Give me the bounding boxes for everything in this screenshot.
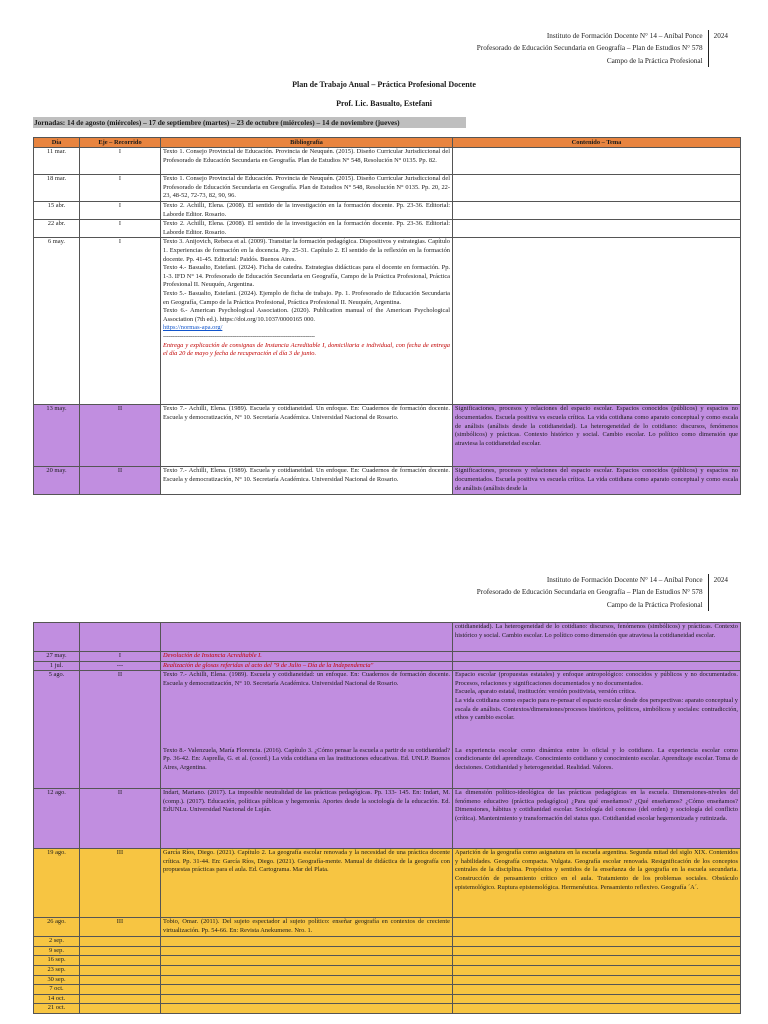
row-content bbox=[453, 965, 741, 975]
page-gap bbox=[0, 548, 768, 568]
col-header-day: Día bbox=[34, 138, 80, 148]
row-bibliography bbox=[161, 994, 453, 1004]
row-content: cotidianeidad). La heterogeneidad de lo cotidiano: discursos, fenómenos (simbólicos) y prácticas. Contexto histórico y social. Cambio escolar. Lo político como dimensión que atraviesa la cotidianeidad escolar. bbox=[453, 623, 741, 652]
row-content bbox=[453, 946, 741, 956]
row-content bbox=[453, 994, 741, 1004]
table-row bbox=[34, 652, 741, 662]
row-bibliography bbox=[161, 946, 453, 956]
program-name: Profesorado de Educación Secundaria en Geografía – Plan de Estudios N° 578 bbox=[476, 588, 703, 597]
row-day: 5 ago. bbox=[34, 671, 80, 789]
table-row bbox=[34, 405, 741, 467]
row-bibliography: Indart, Mariano. (2017). La imposible neutralidad de las prácticas pedagógicas. Pp. 133- 145. En: Indart, M. (comp.). (2017). Educación, políticas públicas y hegemonía. Aportes desde la sociología de la educación. Ed. EdUNLu. Universidad Nacional de Luján. bbox=[161, 789, 453, 849]
col-header-bibliography: Bibliografía bbox=[161, 138, 453, 148]
row-day: 30 sep. bbox=[34, 975, 80, 985]
row-eje: I bbox=[80, 652, 161, 662]
row-bibliography bbox=[161, 985, 453, 995]
row-day: 15 abr. bbox=[34, 202, 80, 220]
page-header bbox=[477, 30, 728, 67]
bib-entry: Texto 3. Anijovich, Rebeca et al. (2009). Transitar la formación pedagógica. Dispositivos y estrategias. Capítulo 1. Experiencias de formación en la docencia. Pp. 25-31. Capítulo 2. El sentido de la reflexión en la formación docente. Pp. 41-45. Editorial: Paidós. Buenos Aires. bbox=[163, 238, 450, 263]
row-eje: --- bbox=[80, 661, 161, 671]
table-row bbox=[34, 1004, 741, 1014]
row-content bbox=[453, 1004, 741, 1014]
table-row bbox=[34, 238, 741, 405]
row-bibliography: Realización de glosas referidas al acto del "9 de Julio – Día de la Independencia" bbox=[161, 661, 453, 671]
field-name: Campo de la Práctica Profesional bbox=[606, 56, 703, 65]
row-bibliography bbox=[161, 937, 453, 947]
institute-name: Instituto de Formación Docente N° 14 – Aníbal Ponce bbox=[546, 32, 703, 40]
header-year: 2024 bbox=[713, 32, 728, 40]
row-bibliography: Texto 7.- Achilli, Elena. (1989). Escuela y cotidianeidad: un enfoque. En: Cuadernos de formación docente. Escuela y democratización, N° 10. Secretaría Académica. Universidad Nacional de Rosario. bbox=[161, 671, 453, 747]
row-day: 7 oct. bbox=[34, 985, 80, 995]
row-content bbox=[453, 956, 741, 966]
table-row bbox=[34, 994, 741, 1004]
row-content bbox=[453, 202, 741, 220]
row-bibliography bbox=[161, 975, 453, 985]
row-content bbox=[453, 985, 741, 995]
row-day: 19 ago. bbox=[34, 849, 80, 918]
row-eje bbox=[80, 985, 161, 995]
row-eje: II bbox=[80, 789, 161, 849]
row-day: 21 oct. bbox=[34, 1004, 80, 1014]
row-bibliography: Texto 1. Consejo Provincial de Educación. Provincia de Neuquén. (2015). Diseño Curricular Jurisdiccional del Profesorado de Educación Secundaria en Geografía. Plan de Estudios N° 548, Resolución N° 0135. Pp. 82. bbox=[161, 148, 453, 175]
row-bibliography: Texto 1. Consejo Provincial de Educación. Provincia de Neuquén. (2015). Diseño Curricular Jurisdiccional del Profesorado de Educación Secundaria en Geografía. Plan de Estudios N° 548, Resolución N° 0135. Pp. 20, 22-23, 48-52, 72-73, 82, 90, 96. bbox=[161, 175, 453, 202]
row-day: 12 ago. bbox=[34, 789, 80, 849]
row-bibliography: Texto 7.- Achilli, Elena. (1989). Escuela y cotidianeidad. Un enfoque. En: Cuadernos de formación docente. Escuela y democratización, N° 10. Secretaría Académica. Universidad Nacional de Rosario. bbox=[161, 405, 453, 467]
row-content bbox=[453, 661, 741, 671]
row-bibliography: Devolución de Instancia Acreditable I. bbox=[161, 652, 453, 662]
row-bibliography: García Ríos, Diego. (2021). Capítulo 2. La geografía escolar renovada y la necesidad de una práctica docente crítica. Pp. 31-44. En: García Ríos, Diego. (2021). Geografía-mente. Manual de didáctica de la geografía con propuestas prácticas para el aula. Ed. Cartograma. Mar del Plata. bbox=[161, 849, 453, 918]
row-content: Significaciones, procesos y relaciones del espacio escolar. Espacios conocidos (públicos) y espacios no documentados. Escuela positiva vs escuela crítica. La vida cotidiana como aparato conceptual y como escala de análisis (análisis desde la cotidianeidad). La heterogeneidad de lo cotidiano: discursos, fenómenos (simbólicos) y prácticas. Contexto histórico y social. Cambio escolar. Lo político como dimensión que atraviesa la cotidianeidad escolar. bbox=[453, 405, 741, 467]
table-row bbox=[34, 220, 741, 238]
bib-entry: Texto 6.- American Psychological Association. (2020). Publication manual of the American Psychological Association (7th ed.). https://doi.org/10.1037/0000165 000. bbox=[163, 307, 450, 323]
row-day: 27 may. bbox=[34, 652, 80, 662]
table-row bbox=[34, 671, 741, 747]
separator-dashes: ----------------------------------------------------------------------------------- bbox=[163, 332, 315, 340]
row-eje bbox=[80, 975, 161, 985]
row-eje bbox=[80, 1004, 161, 1014]
row-day: 20 may. bbox=[34, 467, 80, 495]
plan-table-page-2 bbox=[33, 622, 741, 1014]
row-content: La experiencia escolar como dinámica entre lo oficial y lo cotidiano. La experiencia escolar como condicionante del aprendizaje. Conocimiento cotidiano y conocimiento escolar. Aprendizaje escolar. Toma de decisiones. Cotidianidad y heterogeneidad. Realidad. Valores. bbox=[453, 747, 741, 789]
row-eje bbox=[80, 937, 161, 947]
row-eje bbox=[80, 623, 161, 652]
row-content: Significaciones, procesos y relaciones del espacio escolar. Espacios conocidos (públicos) y espacios no documentados. Escuela positiva vs escuela crítica. La vida cotidiana como aparato conceptual y como escala de análisis (análisis desde la bbox=[453, 467, 741, 495]
col-header-content: Contenido – Tema bbox=[453, 138, 741, 148]
program-name: Profesorado de Educación Secundaria en Geografía – Plan de Estudios N° 578 bbox=[476, 44, 703, 53]
row-content bbox=[453, 220, 741, 238]
row-content bbox=[453, 238, 741, 405]
table-row bbox=[34, 975, 741, 985]
row-eje bbox=[80, 994, 161, 1004]
table-row bbox=[34, 918, 741, 937]
field-name: Campo de la Práctica Profesional bbox=[606, 600, 703, 609]
institute-name: Instituto de Formación Docente N° 14 – Aníbal Ponce bbox=[546, 576, 703, 584]
row-content: La dimensión político-ideológica de las prácticas pedagógicas en la escuela. Dimensiones-niveles del fenómeno educativo (práctica pedagógica) ¿Para qué enseñamos? ¿Qué enseñamos? ¿Cómo enseñamos? Dimensiones, hábitus y cotidianidad escolar. Sociología del conceso (del orden) y sociología del conflicto (crítica). Mantenimiento y transformación del status quo. Cotidianidad escolar hegemonizada y rutinizada. bbox=[453, 789, 741, 849]
table-row bbox=[34, 849, 741, 918]
document-title: Plan de Trabajo Anual – Práctica Profesional Docente bbox=[292, 80, 476, 89]
row-content bbox=[453, 175, 741, 202]
row-eje: III bbox=[80, 849, 161, 918]
row-day bbox=[34, 623, 80, 652]
table-row bbox=[34, 985, 741, 995]
row-day: 18 mar. bbox=[34, 175, 80, 202]
jornadas-banner: Jornadas: 14 de agosto (miércoles) – 17 de septiembre (martes) – 23 de octubre (miércoles) – 14 de noviembre (jueves) bbox=[33, 117, 466, 128]
row-day: 2 sep. bbox=[34, 937, 80, 947]
row-content: Aparición de la geografía como asignatura en la escuela argentina. Segunda mitad del siglo XIX. Contenidos y habilidades. Geografía compacta. Vulgata. Geografía escolar renovada. Resignificación de los conceptos centrales de la disciplina. Propósitos y sentidos de la enseñanza de la geografía en la escuela secundaria. Construcción de pensamiento crítico en el aula. Tratamiento de los problemas sociales. Obstáculo epistemológico. Ruptura epistemológica. Hermenéutica. Pensamiento reflexivo. Geografía ´A´. bbox=[453, 849, 741, 918]
table-row bbox=[34, 467, 741, 495]
row-content bbox=[453, 148, 741, 175]
row-day: 9 sep. bbox=[34, 946, 80, 956]
row-day: 13 may. bbox=[34, 405, 80, 467]
row-content bbox=[453, 937, 741, 947]
apa-link[interactable]: https://normas-apa.org/ bbox=[163, 324, 223, 332]
table-row bbox=[34, 661, 741, 671]
row-eje bbox=[80, 946, 161, 956]
row-day: 26 ago. bbox=[34, 918, 80, 937]
row-content bbox=[453, 918, 741, 937]
row-content bbox=[453, 671, 741, 747]
table-row bbox=[34, 937, 741, 947]
content-paragraph: Espacio escolar (propuestas estatales) y enfoque antropológico: conocidos y públicos y no documentados. Procesos, relaciones y significaciones documentados y no documentados. bbox=[455, 671, 738, 687]
row-eje bbox=[80, 965, 161, 975]
table-row bbox=[34, 965, 741, 975]
row-eje: I bbox=[80, 175, 161, 202]
table-row bbox=[34, 789, 741, 849]
row-bibliography: Texto 2. Achilli, Elena. (2008). El sentido de la investigación en la formación docente. Pp. 23-36. Editorial: Laborde Editor. Rosario. bbox=[161, 220, 453, 238]
row-bibliography bbox=[161, 623, 453, 652]
row-bibliography bbox=[161, 956, 453, 966]
row-eje: I bbox=[80, 238, 161, 405]
row-eje: II bbox=[80, 671, 161, 789]
row-bibliography bbox=[161, 1004, 453, 1014]
header-year: 2024 bbox=[713, 576, 728, 584]
row-eje: I bbox=[80, 148, 161, 175]
row-day: 23 sep. bbox=[34, 965, 80, 975]
row-eje bbox=[80, 956, 161, 966]
row-bibliography: Texto 2. Achilli, Elena. (2008). El sentido de la investigación en la formación docente. Pp. 23-36. Editorial: Laborde Editor. Rosario. bbox=[161, 202, 453, 220]
row-bibliography bbox=[161, 238, 453, 405]
row-eje: II bbox=[80, 467, 161, 495]
table-row bbox=[34, 946, 741, 956]
row-bibliography: Texto 8.- Valenzuela, María Florencia. (2016). Capítulo 3. ¿Cómo pensar la escuela a partir de su cotidianidad? Pp. 36-42. En: Asprella, G. et al. (coord.) La vida cotidiana en las instituciones educativas. Ed. UNLP. Buenos Aires, Argentina. bbox=[161, 747, 453, 789]
row-bibliography bbox=[161, 965, 453, 975]
content-paragraph: La vida cotidiana como espacio para re-pensar el espacio escolar desde dos perspectivas: aparato conceptual y escala de análisis. Contextos/dimensiones/procesos históricos, políticos, simbólicos y sociales: contradicción, ethos y cambio escolar. bbox=[455, 696, 738, 722]
row-eje: II bbox=[80, 405, 161, 467]
plan-table-page-1 bbox=[33, 137, 741, 495]
row-day: 11 mar. bbox=[34, 148, 80, 175]
row-day: 1 jul. bbox=[34, 661, 80, 671]
content-paragraph: Escuela, aparato estatal, institución: versión positivista, versión crítica. bbox=[455, 688, 637, 696]
document-page-2 bbox=[0, 568, 768, 1024]
col-header-eje: Eje – Recorrido bbox=[80, 138, 161, 148]
row-content bbox=[453, 652, 741, 662]
row-day: 6 may. bbox=[34, 238, 80, 405]
row-eje: I bbox=[80, 202, 161, 220]
row-day: 16 sep. bbox=[34, 956, 80, 966]
row-day: 22 abr. bbox=[34, 220, 80, 238]
table-row bbox=[34, 148, 741, 175]
row-bibliography: Texto 7.- Achilli, Elena. (1989). Escuela y cotidianeidad. Un enfoque. En: Cuadernos de formación docente. Escuela y democratización, N° 10. Secretaría Académica. Universidad Nacional de Rosario. bbox=[161, 467, 453, 495]
professor-name: Prof. Lic. Basualto, Estefani bbox=[336, 99, 432, 108]
page-header bbox=[477, 574, 728, 611]
table-row bbox=[34, 623, 741, 652]
table-row bbox=[34, 202, 741, 220]
row-bibliography: Tobio, Omar. (2011). Del sujeto espectador al sujeto político: enseñar geografía en contextos de creciente virtualización. Pp. 54-66. En: Revista Anekumene. Nro. 1. bbox=[161, 918, 453, 937]
table-row bbox=[34, 175, 741, 202]
table-row bbox=[34, 956, 741, 966]
row-content bbox=[453, 975, 741, 985]
row-eje: III bbox=[80, 918, 161, 937]
row-eje: I bbox=[80, 220, 161, 238]
bib-entry: Texto 5.- Basualto, Estefani. (2024). Ejemplo de ficha de trabajo. Pp. 1. Profesorado de Educación Secundaria en Geografía, Campo de la Práctica Profesional, Práctica Profesional II. Neuquén, Argentina. bbox=[163, 289, 450, 306]
assignment-note: Entrega y explicación de consignas de Instancia Acreditable I, domiciliaria e individual, con fecha de entrega el día 20 de mayo y fecha de recuperación el día 3 de junio. bbox=[163, 341, 450, 358]
bib-entry: Texto 4.- Basualto, Estefani. (2024). Ficha de catedra. Estrategias didácticas para el docente en formación. Pp. 1-3. IFD N° 14. Profesorado de Educación Secundaria en Geografía, Campo de la Práctica Profesional, Práctica Profesional II. Neuquén, Argentina. bbox=[163, 264, 450, 289]
row-day: 14 oct. bbox=[34, 994, 80, 1004]
